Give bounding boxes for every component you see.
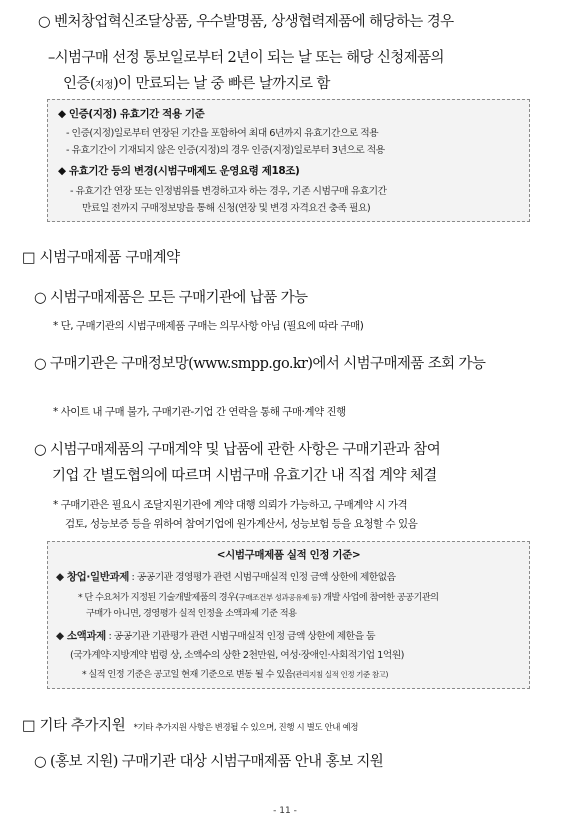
dash-line-validity-1: –시범구매 선정 통보일로부터 2년이 되는 날 또는 해당 신청제품의 xyxy=(48,50,444,66)
bullet-contract-delivery-2: 기업 간 별도협의에 따르며 시범구매 유효기간 내 직접 계약 체결 xyxy=(52,468,437,484)
note-not-mandatory: * 단, 구매기관의 시범구매제품 구매는 의무사항 아님 (필요에 따라 구매) xyxy=(53,320,364,332)
note-agency-contract-2: 검토, 성능보증 등을 위하여 참여기업에 원가계산서, 성능보험 등을 요청할 수 있음 xyxy=(65,518,418,530)
bullet-all-agencies: ○ 시범구매제품은 모든 구매기관에 납품 가능 xyxy=(34,290,308,306)
box-text: - 인증(지정)일로부터 연장된 기간을 포함하여 최대 6년까지 유효기간으로 적용 xyxy=(66,128,379,139)
section-title-purchase-contract: □ 시범구매제품 구매계약 xyxy=(22,250,180,266)
bullet-contract-delivery-1: ○ 시범구매제품의 구매계약 및 납품에 관한 사항은 구매기관과 참여 xyxy=(34,442,441,458)
dash-line-validity-2: 인증(지정)이 만료되는 날 중 빠른 날까지로 함 xyxy=(63,76,330,92)
bullet-promotion-support: ○ (홍보 지원) 구매기관 대상 시범구매제품 안내 홍보 지원 xyxy=(34,754,384,770)
bullet-venture-products: ○ 벤처창업혁신조달상품, 우수발명품, 상생협력제품에 해당하는 경우 xyxy=(38,14,454,30)
box-note: * 단 수요처가 지정된 기술개발제품의 경우(구매조건부 성과공유제 등) 개발 사업에 참여한 공공기관의 xyxy=(78,592,439,603)
performance-criteria-box xyxy=(47,541,530,689)
box-item-small-project: ◆ 소액과제 : 공공기관 기관평가 관련 시범구매실적 인정 금액 상한에 제한을 둠 xyxy=(56,630,375,642)
page-number: - 11 - xyxy=(273,806,297,816)
box-text: - 유효기간 연장 또는 인정범위를 변경하고자 하는 경우, 기존 시범구매 유효기간 xyxy=(70,186,387,197)
box-text: - 유효기간이 기재되지 않은 인증(지정)의 경우 인증(지정)일로부터 3년으로 적용 xyxy=(66,145,385,156)
note-agency-contract-1: * 구매기관은 필요시 조달지원기관에 계약 대행 의뢰가 가능하고, 구매계약 시 가격 xyxy=(53,499,408,511)
validity-info-box xyxy=(47,99,530,222)
box-text: 만료일 전까지 구매정보망을 통해 신청(연장 및 변경 자격요건 충족 필요) xyxy=(82,203,371,214)
box-text: (국가계약·지방계약 법령 상, 소액수의 상한 2천만원, 여성·장애인·사회적기업 1억원) xyxy=(70,650,404,661)
box-heading-validity-change: ◆ 유효기간 등의 변경(시범구매제도 운영요령 제18조) xyxy=(58,165,300,177)
box-title-performance: <시범구매제품 실적 인정 기준> xyxy=(216,549,361,561)
bullet-search-smpp: ○ 구매기관은 구매정보망(www.smpp.go.kr)에서 시범구매제품 조회 가능 xyxy=(34,356,486,372)
box-note: 구매가 아니면, 경영평가 실적 인정을 소액과제 기준 적용 xyxy=(86,608,297,619)
note-no-direct-purchase: * 사이트 내 구매 불가, 구매기관-기업 간 연락을 통해 구매·계약 진행 xyxy=(53,406,346,418)
section-title-additional-support: □ 기타 추가지원 *기타 추가지원 사항은 변경될 수 있으며, 진행 시 별도 안내 예정 xyxy=(22,718,359,734)
box-item-startup-general: ◆ 창업·일반과제 : 공공기관 경영평가 관련 시범구매실적 인정 금액 상한에 제한없음 xyxy=(56,571,396,583)
box-heading-cert-validity: ◆ 인증(지정) 유효기간 적용 기준 xyxy=(58,108,205,120)
box-note: * 실적 인정 기준은 공고일 현재 기준으로 변동 될 수 있음(관리지침 실적 인정 기준 참고) xyxy=(82,669,389,680)
